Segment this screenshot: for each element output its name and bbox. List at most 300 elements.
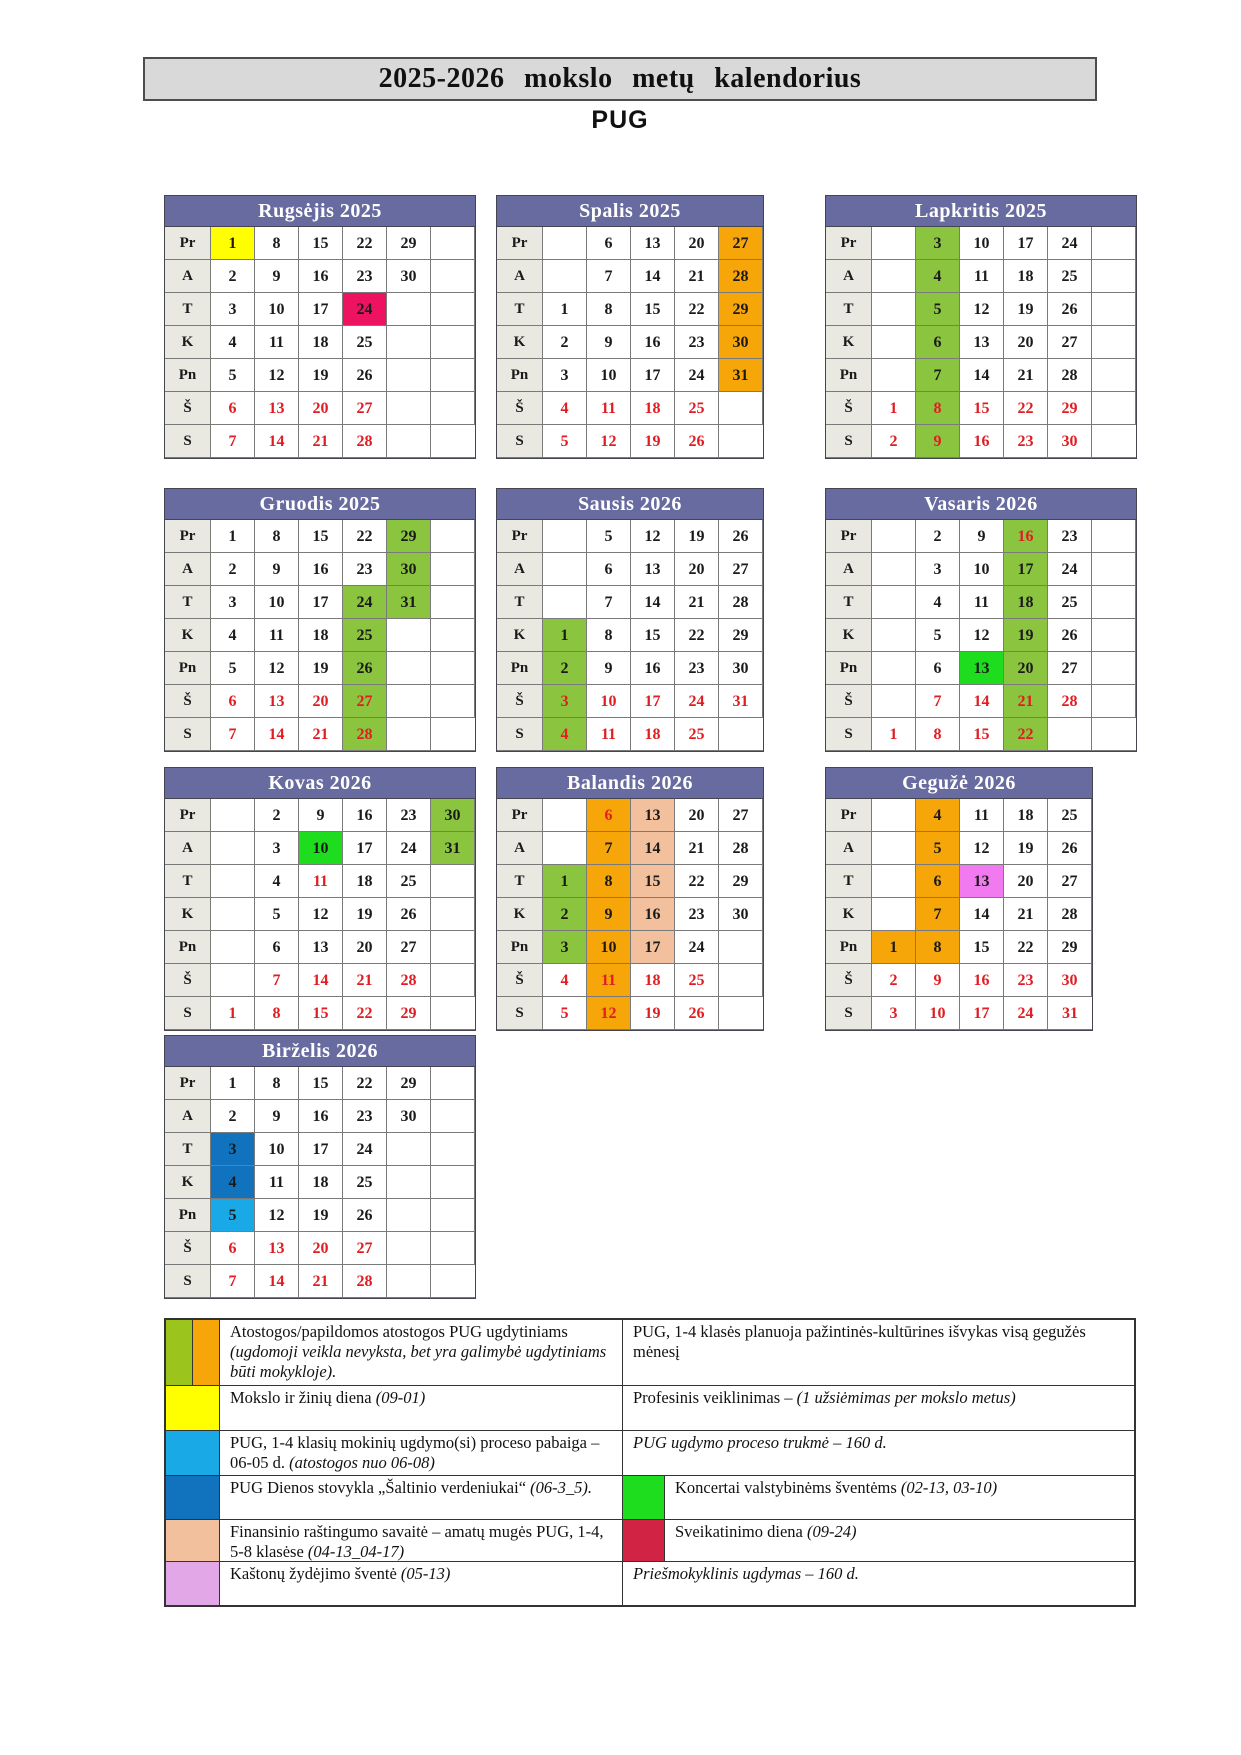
legend-left-cell	[166, 1320, 623, 1385]
day-cell: 13	[631, 553, 675, 586]
day-cell: 6	[916, 326, 960, 359]
legend-right-cell	[623, 1320, 1134, 1385]
day-cell: 11	[587, 718, 631, 751]
day-cell: 8	[255, 520, 299, 553]
day-cell: 21	[343, 964, 387, 997]
day-cell	[431, 931, 475, 964]
day-cell	[872, 293, 916, 326]
month-calendar-gruodis-2025	[164, 488, 476, 752]
day-cell: 8	[916, 931, 960, 964]
day-cell	[431, 898, 475, 931]
month-day-grid	[164, 226, 476, 459]
legend-swatch-dark_blue	[166, 1476, 219, 1519]
day-cell: 6	[587, 799, 631, 832]
day-cell: 22	[1004, 392, 1048, 425]
day-cell: 2	[543, 652, 587, 685]
day-cell: 16	[631, 652, 675, 685]
legend-swatch-light_blue	[166, 1431, 219, 1475]
day-cell: 17	[343, 832, 387, 865]
day-cell: 16	[299, 553, 343, 586]
month-title: Birželis 2026	[164, 1035, 476, 1066]
day-cell: 21	[299, 1265, 343, 1298]
day-cell: 13	[631, 227, 675, 260]
legend-text-run: Koncertai valstybinėms šventėms	[675, 1478, 901, 1497]
day-cell: 6	[255, 931, 299, 964]
day-cell: 1	[872, 718, 916, 751]
day-cell: 21	[1004, 685, 1048, 718]
day-cell	[387, 652, 431, 685]
day-cell: 19	[1004, 619, 1048, 652]
legend-row	[166, 1385, 1134, 1430]
weekday-label: A	[826, 832, 872, 865]
day-cell	[1092, 227, 1136, 260]
day-cell: 2	[255, 799, 299, 832]
day-cell: 29	[1048, 392, 1092, 425]
day-cell: 1	[543, 293, 587, 326]
day-cell	[431, 1166, 475, 1199]
day-cell	[543, 520, 587, 553]
legend-swatch-crimson	[623, 1520, 665, 1561]
weekday-label: S	[165, 425, 211, 458]
legend-row	[166, 1475, 1134, 1519]
day-cell: 29	[387, 520, 431, 553]
weekday-label: T	[165, 293, 211, 326]
day-cell: 21	[299, 425, 343, 458]
day-cell: 9	[587, 326, 631, 359]
day-cell: 1	[211, 997, 255, 1030]
day-cell	[1092, 520, 1136, 553]
day-cell: 30	[719, 898, 763, 931]
month-title: Gegužė 2026	[825, 767, 1093, 798]
day-cell: 10	[587, 685, 631, 718]
day-cell: 31	[387, 586, 431, 619]
weekday-label: Pn	[826, 931, 872, 964]
day-cell: 22	[675, 865, 719, 898]
day-cell: 9	[255, 1100, 299, 1133]
day-cell: 13	[960, 652, 1004, 685]
weekday-label: S	[165, 718, 211, 751]
day-cell: 1	[872, 392, 916, 425]
day-cell: 20	[675, 553, 719, 586]
day-cell	[872, 832, 916, 865]
legend-text-run: Profesinis veiklinimas –	[633, 1388, 797, 1407]
day-cell	[1092, 586, 1136, 619]
day-cell: 7	[211, 1265, 255, 1298]
day-cell: 21	[675, 832, 719, 865]
day-cell: 20	[299, 1232, 343, 1265]
day-cell: 24	[343, 1133, 387, 1166]
day-cell	[1092, 718, 1136, 751]
legend-text-run: PUG, 1-4 klasės planuoja pažintinės-kultūrines išvykas visą gegužės mėnesį	[633, 1322, 1086, 1361]
weekday-label: Š	[165, 392, 211, 425]
day-cell: 27	[719, 227, 763, 260]
day-cell: 27	[1048, 652, 1092, 685]
day-cell	[1092, 293, 1136, 326]
weekday-label: Pr	[826, 227, 872, 260]
day-cell	[211, 865, 255, 898]
day-cell: 11	[960, 799, 1004, 832]
day-cell	[431, 619, 475, 652]
day-cell	[387, 293, 431, 326]
month-calendar-gegu-2026	[825, 767, 1093, 1031]
day-cell: 6	[587, 553, 631, 586]
day-cell: 3	[211, 586, 255, 619]
day-cell	[1092, 425, 1136, 458]
day-cell: 16	[343, 799, 387, 832]
day-cell	[431, 553, 475, 586]
day-cell: 26	[1048, 832, 1092, 865]
weekday-label: S	[165, 1265, 211, 1298]
day-cell: 24	[343, 586, 387, 619]
day-cell: 15	[631, 865, 675, 898]
weekday-label: Š	[497, 964, 543, 997]
day-cell: 3	[543, 685, 587, 718]
month-title: Rugsėjis 2025	[164, 195, 476, 226]
day-cell: 25	[1048, 799, 1092, 832]
weekday-label: S	[497, 718, 543, 751]
weekday-label: Pn	[165, 652, 211, 685]
day-cell: 8	[916, 718, 960, 751]
day-cell: 30	[387, 1100, 431, 1133]
day-cell: 31	[719, 685, 763, 718]
day-cell: 24	[1048, 227, 1092, 260]
day-cell: 27	[1048, 865, 1092, 898]
day-cell: 23	[343, 260, 387, 293]
day-cell: 20	[299, 685, 343, 718]
legend-swatch-olive	[166, 1320, 193, 1385]
day-cell	[872, 586, 916, 619]
day-cell: 11	[587, 392, 631, 425]
legend-text	[220, 1320, 622, 1385]
month-day-grid	[164, 798, 476, 1031]
day-cell: 3	[211, 1133, 255, 1166]
day-cell: 14	[960, 359, 1004, 392]
day-cell: 6	[587, 227, 631, 260]
day-cell: 25	[675, 392, 719, 425]
day-cell	[1092, 553, 1136, 586]
day-cell: 27	[343, 392, 387, 425]
day-cell: 26	[719, 520, 763, 553]
day-cell: 25	[1048, 586, 1092, 619]
day-cell	[431, 685, 475, 718]
legend-swatch-orange	[193, 1320, 219, 1385]
legend-row	[166, 1519, 1134, 1561]
day-cell: 23	[1004, 964, 1048, 997]
legend-left-cell	[166, 1476, 623, 1519]
day-cell: 29	[719, 619, 763, 652]
day-cell	[1092, 260, 1136, 293]
day-cell: 21	[675, 586, 719, 619]
day-cell: 31	[1048, 997, 1092, 1030]
month-title: Vasaris 2026	[825, 488, 1137, 519]
weekday-label: T	[826, 865, 872, 898]
day-cell: 16	[299, 260, 343, 293]
day-cell: 28	[719, 586, 763, 619]
day-cell	[872, 619, 916, 652]
legend-text-run: (09-01)	[375, 1388, 426, 1407]
day-cell: 23	[675, 326, 719, 359]
day-cell: 22	[675, 619, 719, 652]
day-cell	[1092, 619, 1136, 652]
day-cell: 19	[1004, 293, 1048, 326]
month-calendar-balandis-2026	[496, 767, 764, 1031]
day-cell: 19	[343, 898, 387, 931]
legend-text-run: (ugdomoji veikla nevyksta, bet yra galimybė ugdytiniams būti mokykloje).	[230, 1342, 607, 1381]
month-day-grid	[496, 798, 764, 1031]
day-cell	[387, 619, 431, 652]
day-cell: 23	[387, 799, 431, 832]
legend-text	[665, 1520, 1134, 1561]
day-cell	[543, 260, 587, 293]
page-title: 2025-2026 mokslo metų kalendorius	[143, 57, 1097, 101]
weekday-label: Š	[826, 685, 872, 718]
day-cell: 2	[872, 964, 916, 997]
weekday-label: T	[497, 586, 543, 619]
day-cell: 20	[1004, 652, 1048, 685]
weekday-label: T	[826, 293, 872, 326]
day-cell: 7	[211, 425, 255, 458]
day-cell: 24	[387, 832, 431, 865]
day-cell: 4	[916, 799, 960, 832]
day-cell: 11	[960, 586, 1004, 619]
weekday-label: A	[826, 553, 872, 586]
day-cell: 12	[587, 425, 631, 458]
legend-color-swatches	[166, 1320, 220, 1385]
day-cell: 18	[1004, 260, 1048, 293]
weekday-label: Pr	[165, 1067, 211, 1100]
day-cell: 3	[916, 553, 960, 586]
day-cell	[431, 1265, 475, 1298]
weekday-label: T	[165, 865, 211, 898]
day-cell: 4	[255, 865, 299, 898]
day-cell: 16	[299, 1100, 343, 1133]
day-cell: 3	[255, 832, 299, 865]
day-cell: 13	[255, 392, 299, 425]
day-cell: 18	[1004, 799, 1048, 832]
day-cell: 18	[299, 326, 343, 359]
day-cell	[719, 718, 763, 751]
weekday-label: Pn	[497, 931, 543, 964]
day-cell: 23	[675, 652, 719, 685]
day-cell: 13	[960, 865, 1004, 898]
month-day-grid	[825, 519, 1137, 752]
weekday-label: Pn	[497, 652, 543, 685]
legend-text-run: Kaštonų žydėjimo šventė	[230, 1564, 401, 1583]
day-cell: 12	[255, 1199, 299, 1232]
day-cell: 29	[387, 1067, 431, 1100]
day-cell: 8	[587, 293, 631, 326]
day-cell: 18	[299, 619, 343, 652]
day-cell: 10	[960, 227, 1004, 260]
day-cell: 26	[343, 1199, 387, 1232]
legend-text-run: (atostogos nuo 06-08)	[289, 1453, 435, 1472]
legend-right-cell	[623, 1431, 1134, 1475]
day-cell: 15	[960, 931, 1004, 964]
day-cell: 15	[631, 619, 675, 652]
day-cell: 6	[211, 392, 255, 425]
day-cell: 14	[631, 260, 675, 293]
day-cell: 20	[675, 799, 719, 832]
day-cell: 12	[960, 293, 1004, 326]
day-cell: 2	[211, 553, 255, 586]
day-cell	[543, 553, 587, 586]
day-cell: 14	[960, 898, 1004, 931]
day-cell: 19	[631, 425, 675, 458]
day-cell: 9	[255, 260, 299, 293]
weekday-label: K	[497, 326, 543, 359]
day-cell: 14	[631, 832, 675, 865]
weekday-label: K	[826, 619, 872, 652]
day-cell: 19	[631, 997, 675, 1030]
day-cell: 3	[916, 227, 960, 260]
day-cell: 4	[543, 392, 587, 425]
day-cell	[431, 425, 475, 458]
day-cell: 16	[960, 425, 1004, 458]
legend-right-cell	[623, 1520, 1134, 1561]
day-cell: 25	[343, 326, 387, 359]
day-cell: 11	[255, 619, 299, 652]
legend-row	[166, 1561, 1134, 1605]
day-cell: 30	[431, 799, 475, 832]
day-cell: 5	[211, 652, 255, 685]
legend-swatch-bright_green	[623, 1476, 665, 1519]
day-cell: 26	[387, 898, 431, 931]
day-cell: 27	[719, 799, 763, 832]
legend-color-swatches	[166, 1476, 220, 1519]
day-cell: 12	[960, 832, 1004, 865]
day-cell: 23	[343, 553, 387, 586]
day-cell: 7	[211, 718, 255, 751]
day-cell: 22	[343, 227, 387, 260]
day-cell: 15	[960, 718, 1004, 751]
legend-left-cell	[166, 1562, 623, 1605]
legend-text-run: Priešmokyklinis ugdymas – 160 d.	[633, 1564, 859, 1583]
day-cell: 18	[1004, 586, 1048, 619]
weekday-label: Pr	[826, 520, 872, 553]
day-cell: 16	[960, 964, 1004, 997]
day-cell: 7	[587, 260, 631, 293]
day-cell: 19	[299, 652, 343, 685]
weekday-label: Pr	[497, 520, 543, 553]
weekday-label: Pn	[826, 359, 872, 392]
day-cell	[1092, 326, 1136, 359]
month-calendar-vasaris-2026	[825, 488, 1137, 752]
day-cell: 4	[211, 1166, 255, 1199]
weekday-label: S	[497, 425, 543, 458]
day-cell: 26	[675, 425, 719, 458]
weekday-label: A	[497, 260, 543, 293]
day-cell	[387, 1166, 431, 1199]
legend-text	[623, 1320, 1134, 1385]
day-cell	[872, 799, 916, 832]
day-cell: 11	[587, 964, 631, 997]
legend-table	[164, 1318, 1136, 1607]
day-cell: 28	[343, 718, 387, 751]
day-cell: 24	[343, 293, 387, 326]
legend-text-run: (04-13_04-17)	[307, 1542, 405, 1561]
day-cell	[543, 799, 587, 832]
day-cell: 15	[299, 997, 343, 1030]
day-cell: 18	[343, 865, 387, 898]
weekday-label: T	[165, 1133, 211, 1166]
weekday-label: A	[165, 1100, 211, 1133]
day-cell	[431, 1232, 475, 1265]
day-cell	[387, 685, 431, 718]
day-cell: 24	[1004, 997, 1048, 1030]
day-cell: 22	[1004, 931, 1048, 964]
day-cell: 11	[255, 1166, 299, 1199]
weekday-label: Pr	[497, 799, 543, 832]
legend-text	[665, 1476, 1134, 1519]
day-cell: 7	[255, 964, 299, 997]
day-cell: 17	[631, 359, 675, 392]
day-cell	[872, 227, 916, 260]
day-cell: 28	[719, 260, 763, 293]
legend-row	[166, 1430, 1134, 1475]
legend-text-run: (02-13, 03-10)	[900, 1478, 998, 1497]
day-cell: 30	[387, 260, 431, 293]
day-cell: 4	[916, 260, 960, 293]
day-cell	[211, 832, 255, 865]
day-cell: 19	[1004, 832, 1048, 865]
day-cell	[719, 997, 763, 1030]
day-cell: 19	[299, 1199, 343, 1232]
weekday-label: Pn	[497, 359, 543, 392]
day-cell	[1092, 685, 1136, 718]
day-cell	[431, 1133, 475, 1166]
day-cell: 2	[211, 260, 255, 293]
legend-text-run: (1 užsiėmimas per mokslo metus)	[796, 1388, 1016, 1407]
weekday-label: A	[165, 553, 211, 586]
legend-text	[220, 1431, 622, 1475]
day-cell: 25	[343, 619, 387, 652]
weekday-label: K	[165, 619, 211, 652]
day-cell: 17	[299, 293, 343, 326]
day-cell: 30	[719, 652, 763, 685]
day-cell: 31	[719, 359, 763, 392]
subtitle-pug: PUG	[591, 106, 649, 134]
day-cell: 29	[719, 865, 763, 898]
month-calendar-bir-elis-2026	[164, 1035, 476, 1299]
day-cell	[387, 392, 431, 425]
day-cell: 5	[916, 832, 960, 865]
day-cell	[211, 799, 255, 832]
day-cell: 13	[631, 799, 675, 832]
weekday-label: Š	[497, 392, 543, 425]
month-day-grid	[164, 519, 476, 752]
day-cell: 15	[299, 227, 343, 260]
month-calendar-spalis-2025	[496, 195, 764, 459]
day-cell	[719, 964, 763, 997]
day-cell: 24	[675, 685, 719, 718]
day-cell	[719, 392, 763, 425]
weekday-label: A	[497, 553, 543, 586]
day-cell: 7	[587, 832, 631, 865]
weekday-label: T	[497, 865, 543, 898]
day-cell	[431, 227, 475, 260]
day-cell: 9	[587, 652, 631, 685]
day-cell: 17	[299, 1133, 343, 1166]
day-cell: 3	[872, 997, 916, 1030]
day-cell: 28	[719, 832, 763, 865]
day-cell: 26	[343, 359, 387, 392]
day-cell: 27	[719, 553, 763, 586]
legend-swatch-violet_light	[166, 1562, 219, 1605]
month-day-grid	[164, 1066, 476, 1299]
day-cell: 26	[1048, 619, 1092, 652]
day-cell: 22	[343, 997, 387, 1030]
month-calendar-lapkritis-2025	[825, 195, 1137, 459]
